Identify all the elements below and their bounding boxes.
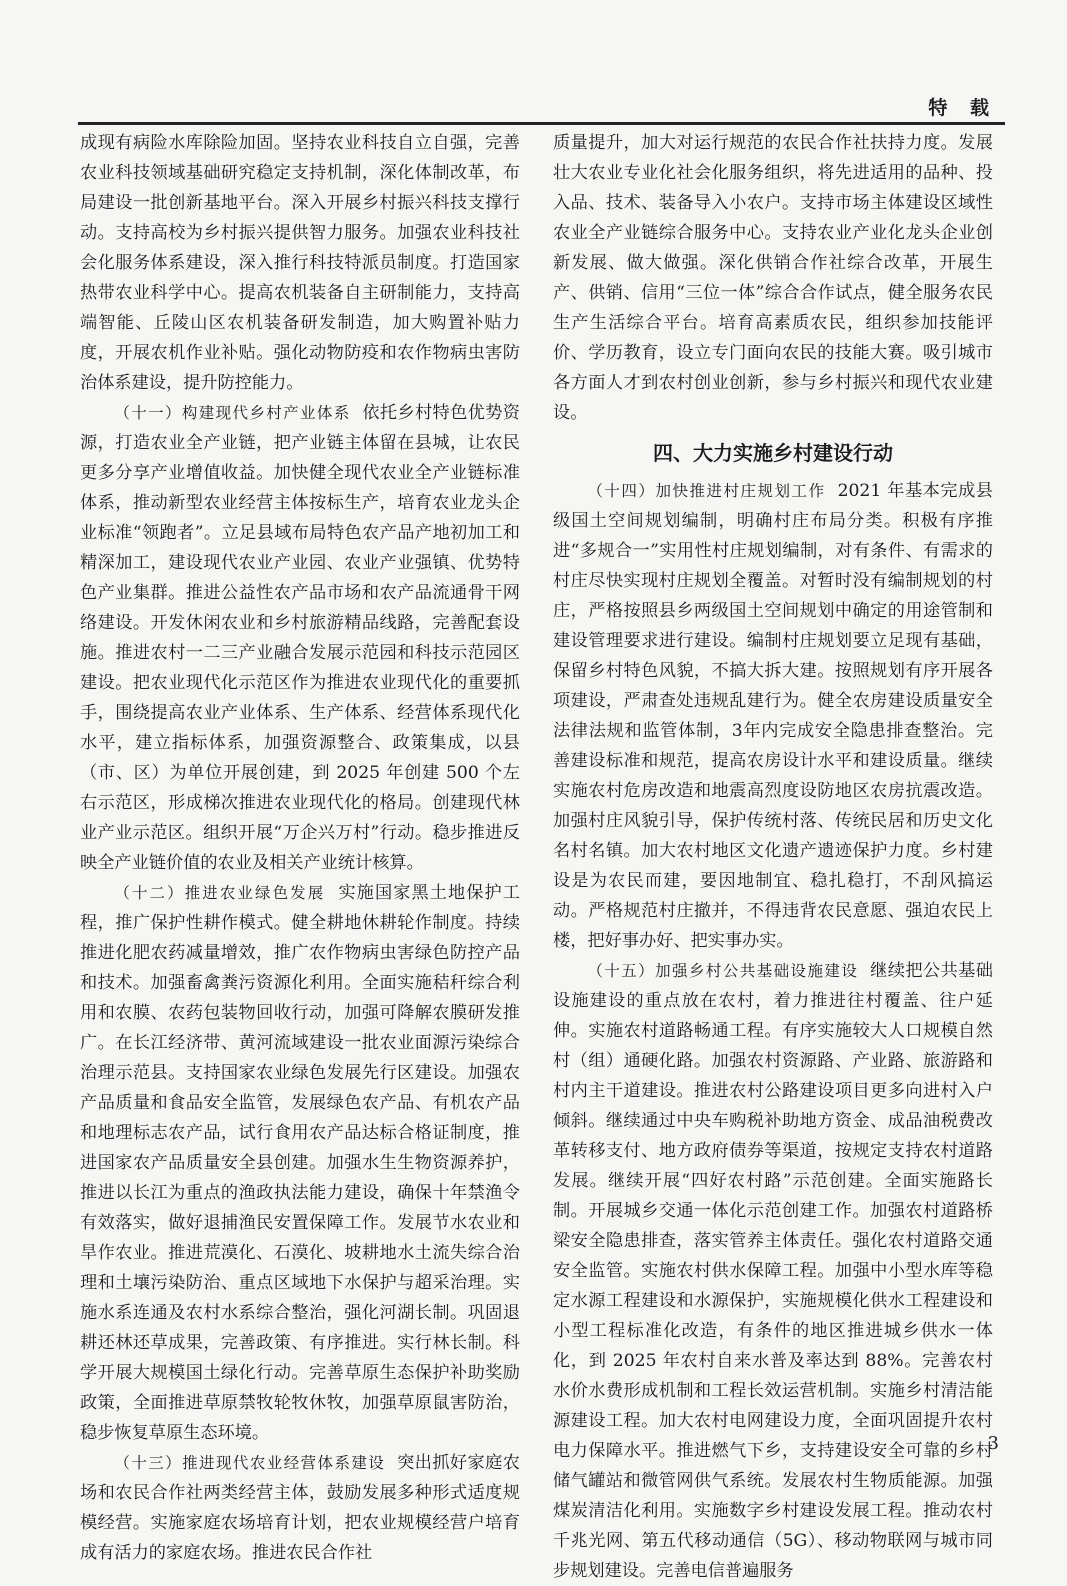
section-label: 特 载 xyxy=(928,97,997,119)
right-column xyxy=(553,128,993,1586)
paragraph xyxy=(553,956,993,1586)
header-divider xyxy=(78,122,1005,125)
left-column xyxy=(80,128,520,1568)
paragraph-body: 继续把公共基础设施建设的重点放在农村，着力推进往村覆盖、往户延伸。实施农村道路畅通工程。有序实施较大人口规模自然村（组）通硬化路。加强农村资源路、产业路、旅游路和村内主干道建设。推进农村公路建设项目更多向进村入户倾斜。继续通过中央车购税补助地方资金、成品油税费改革转移支付、地方政府债券等渠道，按规定支持农村道路发展。继续开展“四好农村路”示范创建。全面实施路长制。开展城乡交通一体化示范创建工作。加强农村道路桥梁安全隐患排查，落实管养主体责任。强化农村道路交通安全监管。实施农村供水保障工程。加强中小型水库等稳定水源工程建设和水源保护，实施规模化供水工程建设和小型工程标准化改造，有条件的地区推进城乡供水一体化，到 2025 年农村自来水普及率达到 88%。完善农村水价水费形成机制和工程长效运营机制。实施乡村清洁能源建设工程。加大农村电网建设力度，全面巩固提升农村电力保障水平。推进燃气下乡，支持建设安全可靠的乡村储气罐站和微管网供气系统。发展农村生物质能源。加强煤炭清洁化利用。实施数字乡村建设发展工程。推动农村千兆光网、第五代移动通信（5G）、移动物联网与城市同步规划建设。完善电信普遍服务 xyxy=(553,961,993,1581)
paragraph-body: 依托乡村特色优势资源，打造农业全产业链，把产业链主体留在县城，让农民更多分享产业增值收益。加快健全现代农业全产业链标准体系，推动新型农业经营主体按标生产，培育农业龙头企业标准“领跑者”。立足县域布局特色农产品产地初加工和精深加工，建设现代农业产业园、农业产业强镇、优势特色产业集群。推进公益性农产品市场和农产品流通骨干网络建设。开发休闲农业和乡村旅游精品线路，完善配套设施。推进农村一二三产业融合发展示范园和科技示范园区建设。把农业现代化示范区作为推进农业现代化的重要抓手，围绕提高农业产业体系、生产体系、经营体系现代化水平，建立指标体系，加强资源整合、政策集成，以县（市、区）为单位开展创建，到 2025 年创建 500 个左右示范区，形成梯次推进农业现代化的格局。创建现代林业产业示范区。组织开展“万企兴万村”行动。稳步推进反映全产业链价值的农业及相关产业统计核算。 xyxy=(80,403,520,873)
paragraph xyxy=(80,398,520,878)
paragraph xyxy=(80,878,520,1448)
subsection-title: （十五）加强乡村公共基础设施建设 xyxy=(587,962,859,980)
paragraph: 成现有病险水库除险加固。坚持农业科技自立自强，完善农业科技领域基础研究稳定支持机制，深化体制改革，布局建设一批创新基地平台。深入开展乡村振兴科技支撑行动。支持高校为乡村振兴提供智力服务。加强农业科技社会化服务体系建设，深入推行科技特派员制度。打造国家热带农业科学中心。提高农机装备自主研制能力，支持高端智能、丘陵山区农机装备研发制造，加大购置补贴力度，开展农机作业补贴。强化动物防疫和农作物病虫害防治体系建设，提升防控能力。 xyxy=(80,133,520,393)
subsection-title: （十三）推进现代农业经营体系建设 xyxy=(114,1454,386,1472)
subsection-title: （十四）加快推进村庄规划工作 xyxy=(587,482,826,500)
paragraph-body: 2021 年基本完成县级国土空间规划编制，明确村庄布局分类。积极有序推进“多规合一”实用性村庄规划编制，对有条件、有需求的村庄尽快实现村庄规划全覆盖。对暂时没有编制规划的村庄，严格按照县乡两级国土空间规划中确定的用途管制和建设管理要求进行建设。编制村庄规划要立足现有基础，保留乡村特色风貌，不搞大拆大建。按照规划有序开展各项建设，严肃查处违规乱建行为。健全农房建设质量安全法律法规和监管体制，3年内完成安全隐患排查整治。完善建设标准和规范，提高农房设计水平和建设质量。继续实施农村危房改造和地震高烈度设防地区农房抗震改造。加强村庄风貌引导，保护传统村落、传统民居和历史文化名村名镇。加大农村地区文化遗产遗迹保护力度。乡村建设是为农民而建，要因地制宜、稳扎稳打，不刮风搞运动。严格规范村庄撤并，不得违背农民意愿、强迫农民上楼，把好事办好、把实事办实。 xyxy=(553,481,993,951)
paragraph xyxy=(80,1448,520,1568)
paragraph: 质量提升，加大对运行规范的农民合作社扶持力度。发展壮大农业专业化社会化服务组织，将先进适用的品种、投入品、技术、装备导入小农户。支持市场主体建设区域性农业全产业链综合服务中心。支持农业产业化龙头企业创新发展、做大做强。深化供销合作社综合改革，开展生产、供销、信用“三位一体”综合合作试点，健全服务农民生产生活综合平台。培育高素质农民，组织参加技能评价、学历教育，设立专门面向农民的技能大赛。吸引城市各方面人才到农村创业创新，参与乡村振兴和现代农业建设。 xyxy=(553,133,993,423)
paragraph xyxy=(553,476,993,956)
subsection-title: （十二）推进农业绿色发展 xyxy=(114,884,326,902)
section-heading: 四、大力实施乡村建设行动 xyxy=(653,441,893,465)
paragraph-body: 突出抓好家庭农场和农民合作社两类经营主体，鼓励发展多种形式适度规模经营。实施家庭农场培育计划，把农业规模经营户培育成有活力的家庭农场。推进农民合作社 xyxy=(80,1453,520,1563)
subsection-title: （十一）构建现代乡村产业体系 xyxy=(114,404,351,422)
page-number: 3 xyxy=(987,1433,999,1454)
paragraph-body: 实施国家黑土地保护工程，推广保护性耕作模式。健全耕地休耕轮作制度。持续推进化肥农药减量增效，推广农作物病虫害绿色防控产品和技术。加强畜禽粪污资源化利用。全面实施秸秆综合利用和农膜、农药包装物回收行动，加强可降解农膜研发推广。在长江经济带、黄河流域建设一批农业面源污染综合治理示范县。支持国家农业绿色发展先行区建设。加强农产品质量和食品安全监管，发展绿色农产品、有机农产品和地理标志农产品，试行食用农产品达标合格证制度，推进国家农产品质量安全县创建。加强水生生物资源养护，推进以长江为重点的渔政执法能力建设，确保十年禁渔令有效落实，做好退捕渔民安置保障工作。发展节水农业和旱作农业。推进荒漠化、石漠化、坡耕地水土流失综合治理和土壤污染防治、重点区域地下水保护与超采治理。实施水系连通及农村水系综合整治，强化河湖长制。巩固退耕还林还草成果，完善政策、有序推进。实行林长制。科学开展大规模国土绿化行动。完善草原生态保护补助奖励政策，全面推进草原禁牧轮牧休牧，加强草原鼠害防治，稳步恢复草原生态环境。 xyxy=(80,883,520,1443)
